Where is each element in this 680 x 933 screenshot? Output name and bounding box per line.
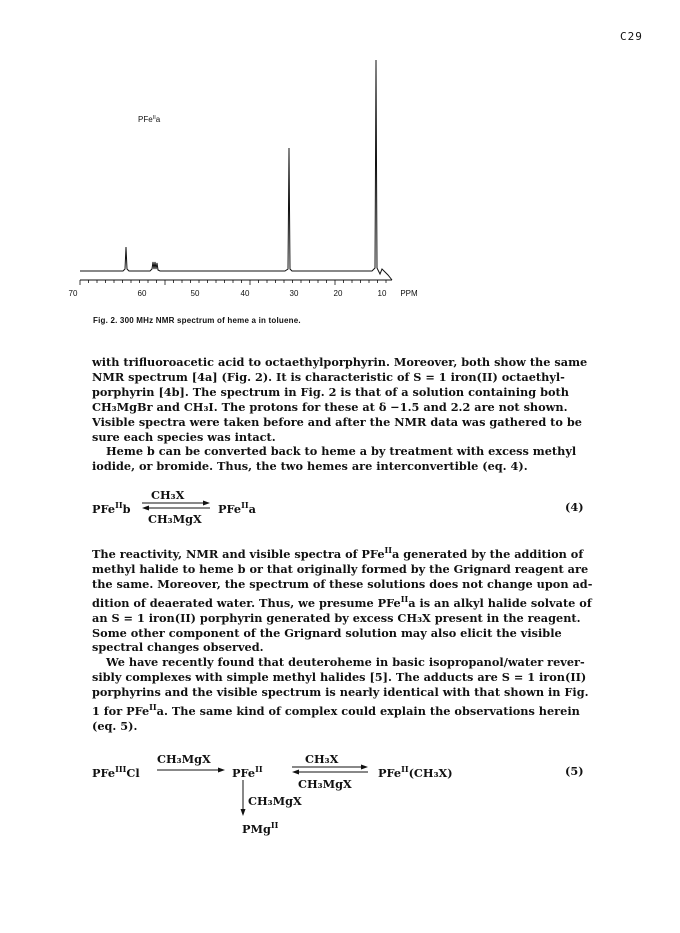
text-line: sure each species was intact.	[92, 429, 276, 444]
text-line: Some other component of the Grignard solution may also elicit the visible	[92, 625, 562, 640]
text-line: CH₃MgBr and CH₃I. The protons for these at δ −1.5 and 2.2 are not shown.	[92, 399, 568, 414]
eq4-equilibrium-arrows	[140, 499, 212, 513]
text-line: spectral changes observed.	[92, 640, 264, 655]
eq5-end: PFe$^{II}$(CH₃X)	[378, 764, 453, 780]
tick-label-ppm: PPM	[400, 289, 418, 298]
tick-label-20: 20	[333, 289, 343, 298]
text-line: porphyrins and the visible spectrum is nearly identical with that shown in Fig.	[92, 685, 589, 700]
text-line: sibly complexes with simple methyl halides [5]. The adducts are S = 1 iron(II)	[92, 670, 587, 685]
eq4-number: (4)	[565, 500, 584, 514]
text-line: dition of deaerated water. Thus, we presume PFe$^{II}$a is an alkyl halide solvate of	[92, 593, 592, 610]
text-line: Heme b can be converted back to heme a by treatment with excess methyl	[106, 444, 577, 459]
peak-label: PFe$^{II}$a	[138, 115, 161, 124]
paragraph-2	[92, 543, 592, 734]
text-line: an S = 1 iron(II) porphyrin generated by excess CH₃X present in the reagent.	[92, 610, 581, 625]
text-line: with trifluoroacetic acid to octaethylporphyrin. Moreover, both show the same	[92, 355, 588, 369]
eq4-top-label: CH₃X	[151, 488, 185, 502]
page-number: C29	[620, 30, 643, 43]
text-line: (eq. 5).	[92, 718, 138, 733]
eq5-equilibrium-arrows	[290, 763, 370, 777]
tick-label-40: 40	[240, 289, 250, 298]
tick-label-60: 60	[137, 289, 147, 298]
paragraph-1	[92, 355, 592, 474]
eq5-arrow2-bottom: CH₃MgX	[298, 777, 352, 791]
text-line: We have recently found that deuteroheme in basic isopropanol/water rever-	[106, 655, 585, 670]
spectrum-trace	[80, 60, 392, 280]
text-line: Visible spectra were taken before and after the NMR data was gathered to be	[92, 414, 582, 429]
tick-label-30: 30	[289, 289, 299, 298]
eq4-bottom-label: CH₃MgX	[148, 512, 202, 526]
eq5-down-product: PMg$^{II}$	[242, 820, 279, 836]
text-line: methyl halide to heme b or that originally formed by the Grignard reagent are	[92, 561, 589, 576]
text-line: NMR spectrum [4a] (Fig. 2). It is characteristic of S = 1 iron(II) octaethyl-	[92, 369, 565, 384]
eq5-arrow-1	[155, 766, 227, 774]
nmr-spectrum	[68, 50, 420, 300]
figure-caption: Fig. 2. 300 MHz NMR spectrum of heme a in toluene.	[93, 316, 301, 325]
tick-label-50: 50	[190, 289, 200, 298]
eq5-down-arrow	[238, 779, 248, 817]
axis-tick-labels	[69, 289, 418, 298]
eq5-arrow2-top: CH₃X	[305, 752, 339, 766]
text-line: iodide, or bromide. Thus, the two hemes are interconvertible (eq. 4).	[92, 459, 528, 474]
eq4-left: PFe$^{II}$b	[92, 500, 131, 516]
eq4-right: PFe$^{II}$a	[218, 500, 256, 516]
text-line: porphyrin [4b]. The spectrum in Fig. 2 is that of a solution containing both	[92, 384, 569, 399]
eq5-down-label: CH₃MgX	[248, 794, 302, 808]
eq5-mid: PFe$^{II}$	[232, 764, 263, 780]
eq5-number: (5)	[565, 764, 584, 778]
tick-label-70: 70	[68, 289, 78, 298]
text-line: The reactivity, NMR and visible spectra of PFe$^{II}$a generated by the addition of	[92, 545, 584, 561]
eq5-start: PFe$^{III}$Cl	[92, 764, 140, 780]
text-line: 1 for PFe$^{II}$a. The same kind of complex could explain the observations herein	[92, 702, 580, 719]
text-line: the same. Moreover, the spectrum of these solutions does not change upon ad-	[92, 576, 593, 591]
tick-label-10: 10	[377, 289, 387, 298]
axis-ticks	[80, 280, 386, 285]
eq5-arrow1-label: CH₃MgX	[157, 752, 211, 766]
